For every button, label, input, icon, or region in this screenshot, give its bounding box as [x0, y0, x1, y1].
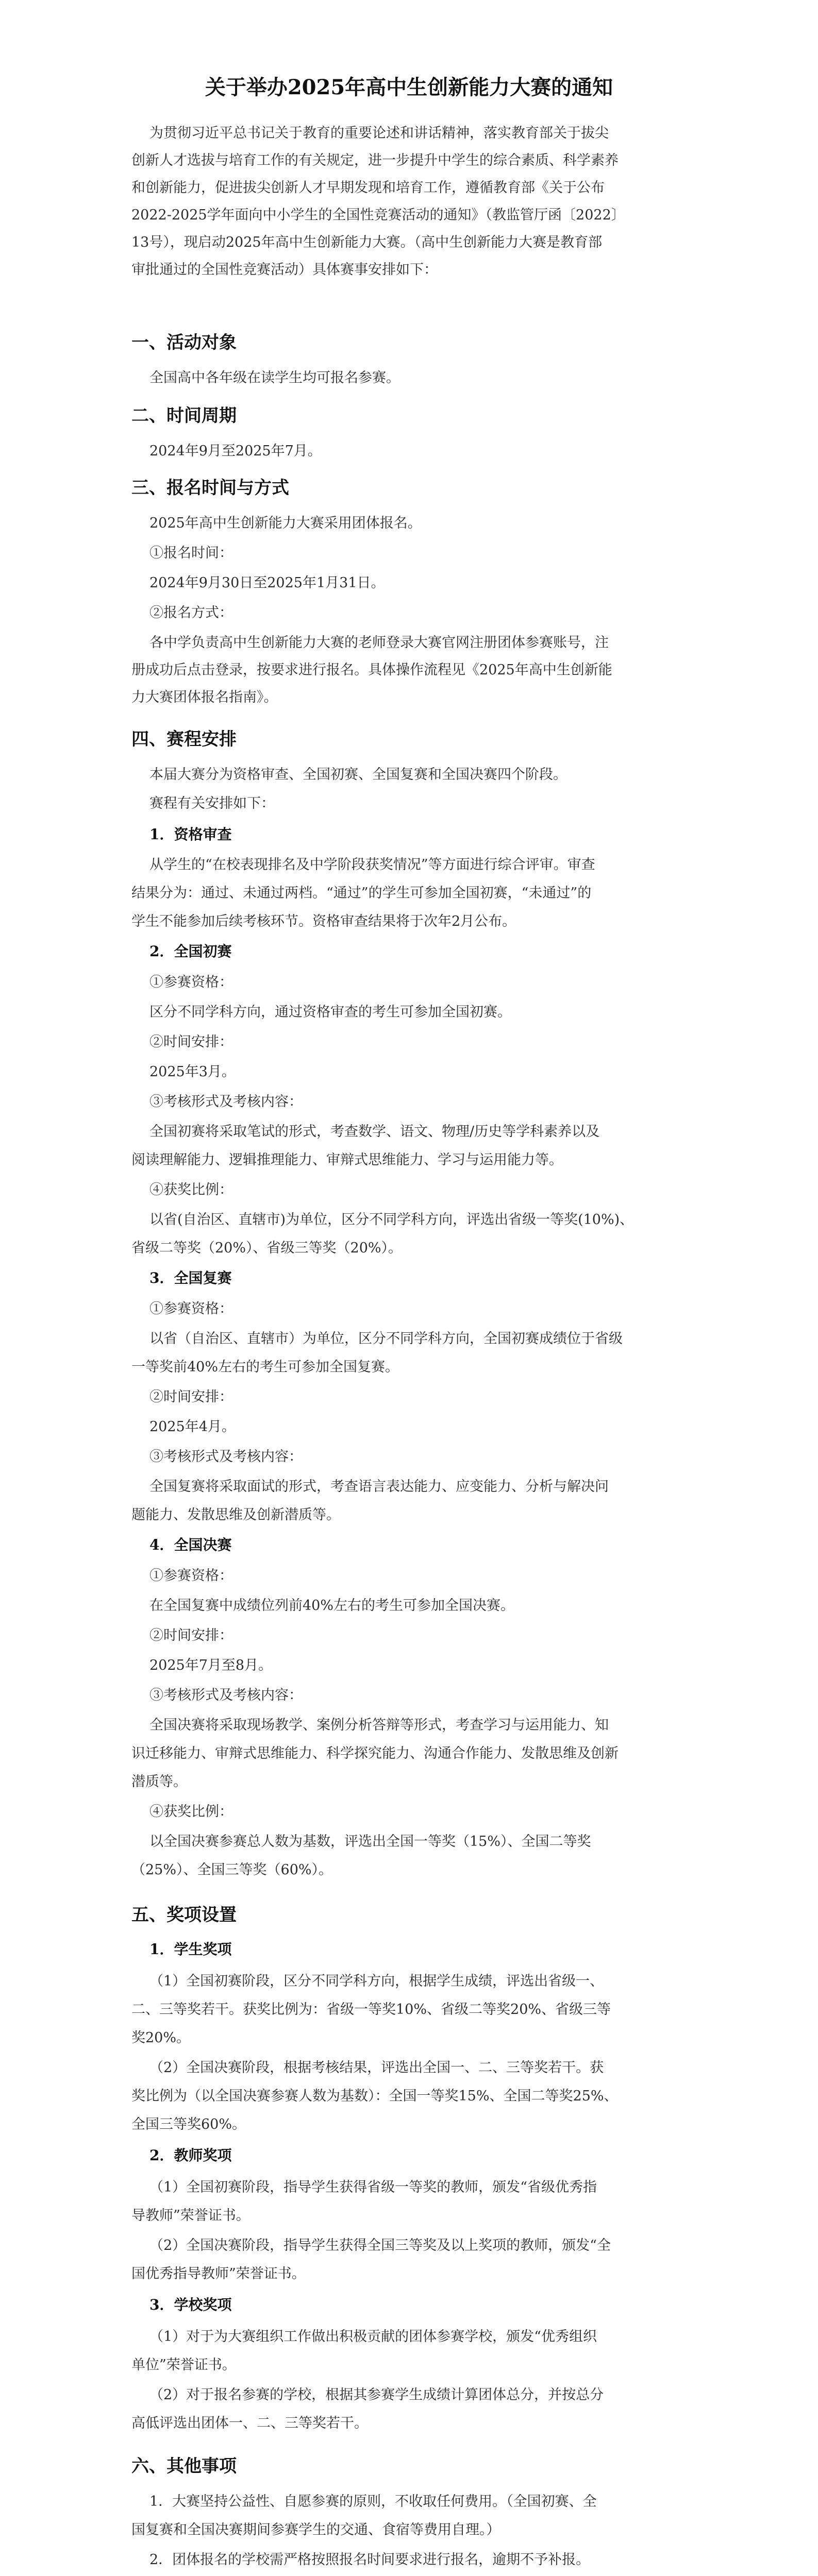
- section-text: 学生不能参加后续考核环节。资格审查结果将于次年2月公布。: [131, 913, 516, 929]
- section-heading-schedule: 四、赛程安排: [131, 729, 237, 750]
- section-text: （25%）、全国三等奖（60%）。: [131, 1862, 333, 1878]
- section-text: 以省(自治区、直辖市)为单位，区分不同学科方向，评选出省级一等奖(10%)、: [149, 1212, 634, 1228]
- section-text: （1）对于为大赛组织工作做出积极贡献的团体参赛学校，颁发“优秀组织: [149, 2329, 597, 2345]
- section-text: 区分不同学科方向，通过资格审查的考生可参加全国初赛。: [149, 1004, 511, 1020]
- section-text: 结果分为：通过、未通过两档。“通过”的学生可参加全国初赛，“未通过”的: [131, 885, 592, 901]
- section-text: 2025年3月。: [149, 1064, 236, 1080]
- section-text: 二、三等奖若干。获奖比例为：省级一等奖10%、省级二等奖20%、省级三等: [131, 2002, 611, 2018]
- section-heading-other: 六、其他事项: [131, 2456, 237, 2477]
- intro-line: 为贯彻习近平总书记关于教育的重要论述和讲话精神，落实教育部关于拔尖: [149, 125, 609, 141]
- section-text: ①参赛资格：: [149, 1568, 233, 1584]
- section-text: ①报名时间：: [149, 545, 233, 561]
- section-text: 2025年高中生创新能力大赛采用团体报名。: [149, 515, 422, 531]
- subsection-heading: 2．全国初赛: [149, 943, 232, 960]
- section-text: 赛程有关安排如下：: [149, 795, 275, 811]
- section-text: ②时间安排：: [149, 1628, 233, 1643]
- section-text: 本届大赛分为资格审查、全国初赛、全国复赛和全国决赛四个阶段。: [149, 767, 567, 783]
- section-text: 全国三等奖60%。: [131, 2116, 246, 2132]
- section-text: 以全国决赛参赛总人数为基数，评选出全国一等奖（15%）、全国二等奖: [149, 1834, 591, 1850]
- section-text: ④获奖比例：: [149, 1182, 233, 1198]
- intro-line: 2022-2025学年面向中小学生的全国性竞赛活动的通知》（教监管厅函〔2022〕: [131, 207, 625, 223]
- section-heading-period: 二、时间周期: [131, 405, 237, 426]
- section-text: 2．团体报名的学校需严格按照报名时间要求进行报名，逾期不予补报。: [149, 2552, 590, 2568]
- section-text: （1）全国初赛阶段，区分不同学科方向，根据学生成绩，评选出省级一、: [149, 1973, 604, 1989]
- section-text: 全国初赛将采取笔试的形式，考查数学、语文、物理/历史等学科素养以及: [149, 1124, 600, 1140]
- section-text: 识迁移能力、审辩式思维能力、科学探究能力、沟通合作能力、发散思维及创新: [131, 1745, 619, 1761]
- section-text: 奖比例为（以全国决赛参赛人数为基数）：全国一等奖15%、全国二等奖25%、: [131, 2088, 618, 2104]
- section-text: 一等奖前40%左右的考生可参加全国复赛。: [131, 1359, 399, 1375]
- section-text: 奖20%。: [131, 2030, 191, 2046]
- section-text: 1．大赛坚持公益性、自愿参赛的原则，不收取任何费用。（全国初赛、全: [149, 2494, 597, 2510]
- section-text: 题能力、发散思维及创新潜质等。: [131, 1507, 340, 1523]
- section-text: 全国决赛将采取现场教学、案例分析答辩等形式，考查学习与运用能力、知: [149, 1717, 609, 1733]
- subsection-heading: 3．学校奖项: [149, 2296, 232, 2313]
- section-text: ③考核形式及考核内容：: [149, 1687, 303, 1703]
- section-text: 以省（自治区、直辖市）为单位，区分不同学科方向，全国初赛成绩位于省级: [149, 1331, 623, 1347]
- subsection-heading: 2．教师奖项: [149, 2147, 232, 2164]
- section-text: 阅读理解能力、逻辑推理能力、审辩式思维能力、学习与运用能力等。: [131, 1152, 563, 1168]
- section-text: 各中学负责高中生创新能力大赛的老师登录大赛官网注册团体参赛账号，注: [149, 635, 609, 651]
- section-text: 力大赛团体报名指南》。: [131, 689, 278, 705]
- document-title: 关于举办2025年高中生创新能力大赛的通知: [205, 75, 613, 99]
- section-text: 潜质等。: [131, 1774, 187, 1790]
- intro-line: 和创新能力，促进拔尖创新人才早期发现和培育工作，遵循教育部《关于公布: [131, 180, 605, 196]
- section-text: 单位”荣誉证书。: [131, 2357, 236, 2373]
- section-text: ③考核形式及考核内容：: [149, 1094, 303, 1110]
- section-text: 2024年9月至2025年7月。: [149, 443, 322, 459]
- section-heading-awards: 五、奖项设置: [131, 1905, 237, 1925]
- section-text: 2025年4月。: [149, 1419, 236, 1435]
- section-text: 2025年7月至8月。: [149, 1657, 273, 1673]
- section-text: ①参赛资格：: [149, 974, 233, 990]
- section-text: 高低评选出团体一、二、三等奖若干。: [131, 2415, 368, 2431]
- section-text: （2）对于报名参赛的学校，根据其参赛学生成绩计算团体总分，并按总分: [149, 2387, 604, 2403]
- intro-line: 创新人才选拔与培育工作的有关规定，进一步提升中学生的综合素质、科学素养: [131, 152, 619, 168]
- section-text: ④获奖比例：: [149, 1804, 233, 1820]
- section-text: 从学生的“在校表现排名及中学阶段获奖情况”等方面进行综合评审。审查: [149, 857, 595, 873]
- section-heading-target: 一、活动对象: [131, 332, 237, 353]
- intro-line: 审批通过的全国性竞赛活动）具体赛事安排如下：: [131, 262, 438, 278]
- section-text: 导教师”荣誉证书。: [131, 2208, 250, 2224]
- section-text: （2）全国决赛阶段，指导学生获得全国三等奖及以上奖项的教师，颁发“全: [149, 2238, 611, 2253]
- intro-line: 13号），现启动2025年高中生创新能力大赛。（高中生创新能力大赛是教育部: [131, 234, 603, 250]
- section-text: 册成功后点击登录，按要求进行报名。具体操作流程见《2025年高中生创新能: [131, 662, 612, 678]
- section-text: ②报名方式：: [149, 605, 233, 621]
- section-text: （2）全国决赛阶段，根据考核结果，评选出全国一、二、三等奖若干。获: [149, 2060, 604, 2076]
- section-text: ②时间安排：: [149, 1389, 233, 1405]
- section-heading-registration: 三、报名时间与方式: [131, 478, 289, 498]
- subsection-heading: 1．资格审查: [149, 826, 232, 843]
- subsection-heading: 1．学生奖项: [149, 1941, 232, 1958]
- section-text: 全国高中各年级在读学生均可报名参赛。: [149, 370, 400, 386]
- subsection-heading: 3．全国复赛: [149, 1269, 232, 1286]
- section-text: （1）全国初赛阶段，指导学生获得省级一等奖的教师，颁发“省级优秀指: [149, 2179, 597, 2195]
- section-text: 省级二等奖（20%）、省级三等奖（20%）。: [131, 1240, 403, 1256]
- section-text: ③考核形式及考核内容：: [149, 1449, 303, 1465]
- section-text: 2024年9月30日至2025年1月31日。: [149, 575, 385, 591]
- section-text: 国复赛和全国决赛期间参赛学生的交通、食宿等费用自理。）: [131, 2522, 500, 2538]
- section-text: ①参赛资格：: [149, 1301, 233, 1317]
- section-text: 国优秀指导教师”荣誉证书。: [131, 2266, 306, 2282]
- subsection-heading: 4．全国决赛: [149, 1536, 232, 1553]
- section-text: ②时间安排：: [149, 1034, 233, 1050]
- section-text: 在全国复赛中成绩位列前40%左右的考生可参加全国决赛。: [149, 1598, 515, 1614]
- section-text: 全国复赛将采取面试的形式，考查语言表达能力、应变能力、分析与解决问: [149, 1479, 609, 1495]
